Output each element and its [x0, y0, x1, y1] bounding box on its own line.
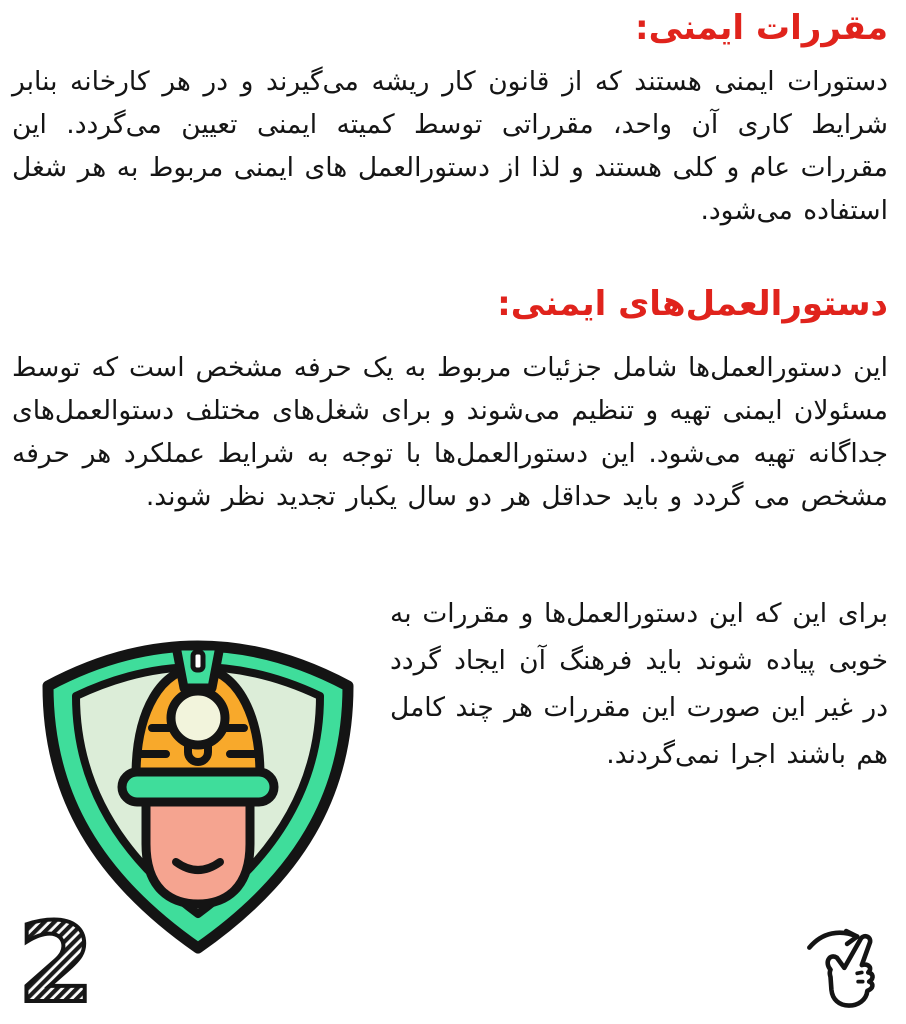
regulations-paragraph: دستورات ایمنی هستند که از قانون کار ریشه می‌گیرند و در هر کارخانه بنابر شرایط کاری آن واحد، مقرراتی توسط کمیته ایمنی تعیین می‌گردد. این مقررات عام و کلی هستند و لذا از دستورالعمل های ایمنی مربوط به هر شغل استفاده می‌شود. — [12, 66, 888, 226]
regulations-heading: مقررات ایمنی: — [635, 8, 888, 48]
worker-safety-shield-icon — [26, 596, 370, 960]
instructions-paragraph: این دستورالعمل‌ها شامل جزئیات مربوط به یک حرفه مشخص است که توسط مسئولان ایمنی تهیه و تنظیم می‌شوند و برای شغل‌های مختلف دستوالعمل‌های جداگانه تهیه می‌شود. این دستورالعمل‌ها با توجه به شرایط عملکرد هر حرفه مشخص می گردد و باید حداقل هر دو سال یکبار تجدید نظر شوند. — [12, 352, 888, 512]
page-number-svg — [4, 908, 108, 1018]
helmet-mount-slot — [193, 652, 203, 670]
swipe-hand-icon[interactable] — [802, 918, 894, 1014]
page-number — [4, 908, 108, 1018]
swipe-arrow-head — [846, 931, 857, 944]
page-number-text: 2 — [17, 908, 95, 1018]
pointing-hand — [828, 936, 873, 1005]
shield-svg — [26, 596, 370, 960]
helmet-lamp — [171, 691, 225, 745]
culture-paragraph: برای این که این دستورالعمل‌ها و مقررات به خوبی پیاده شوند باید فرهنگ آن ایجاد گردد در غیر این صورت این مقررات هر چند کامل هم باشند اجرا نمی‌گردند. — [390, 598, 888, 770]
instructions-heading: دستورالعمل‌های ایمنی: — [497, 284, 888, 324]
swipe-hand-svg — [802, 918, 894, 1014]
helmet-brim — [122, 772, 274, 802]
worker-face — [146, 794, 250, 904]
